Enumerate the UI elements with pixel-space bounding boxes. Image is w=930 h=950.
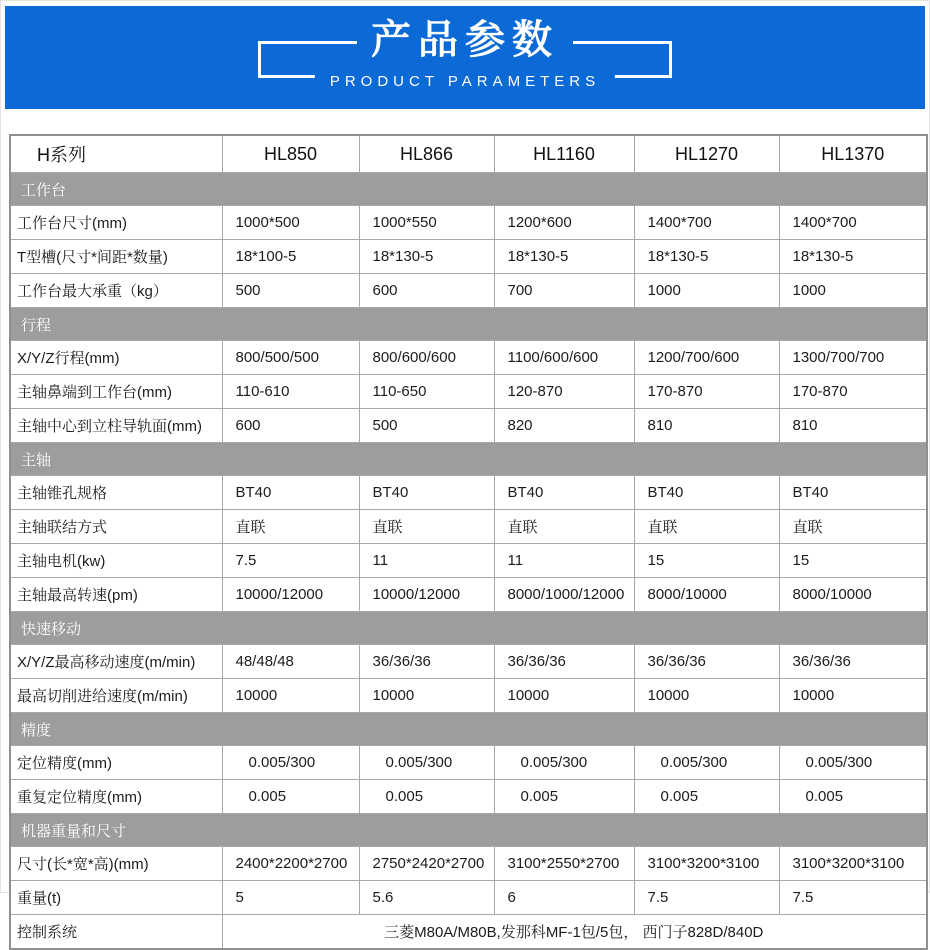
value-cell: 8000/1000/12000 [494,578,634,612]
value-cell: 600 [359,274,494,308]
value-cell: BT40 [779,476,927,510]
value-cell: 170-870 [779,375,927,409]
section-row [10,814,927,847]
value-cell: 15 [779,544,927,578]
value-cell: 500 [359,409,494,443]
row-label: 控制系统 [10,915,222,950]
value-cell: 3100*3200*3100 [779,847,927,881]
value-cell: BT40 [494,476,634,510]
row-label: T型槽(尺寸*间距*数量) [10,240,222,274]
value-cell: 0.005/300 [779,746,927,780]
value-cell: 18*130-5 [634,240,779,274]
table-row [10,578,927,612]
value-cell: 36/36/36 [779,645,927,679]
value-cell: 0.005/300 [634,746,779,780]
parameters-table [9,134,928,950]
value-cell: 0.005 [494,780,634,814]
value-cell: 直联 [359,510,494,544]
value-cell: 直联 [779,510,927,544]
value-cell: 0.005/300 [359,746,494,780]
value-cell: 2400*2200*2700 [222,847,359,881]
table-row [10,476,927,510]
model-header-cell: HL1370 [779,135,927,173]
value-cell: 10000 [634,679,779,713]
value-cell: 7.5 [222,544,359,578]
table-row [10,240,927,274]
value-cell: 170-870 [634,375,779,409]
value-cell: 48/48/48 [222,645,359,679]
table-row [10,915,927,950]
series-header-cell: H系列 [10,135,222,173]
row-label: 定位精度(mm) [10,746,222,780]
value-cell: 8000/10000 [634,578,779,612]
banner-title: 产品参数 [357,17,573,63]
section-header-label: 主轴 [10,443,927,476]
value-cell: 110-610 [222,375,359,409]
table-row [10,341,927,375]
value-cell: 1000 [779,274,927,308]
value-cell: 1400*700 [779,206,927,240]
value-cell: 1200/700/600 [634,341,779,375]
value-cell: 36/36/36 [359,645,494,679]
value-cell: 110-650 [359,375,494,409]
value-cell: 直联 [634,510,779,544]
table-row [10,746,927,780]
value-cell: 18*130-5 [359,240,494,274]
value-cell: 1000*500 [222,206,359,240]
value-cell: 0.005 [779,780,927,814]
row-label: 主轴电机(kw) [10,544,222,578]
row-label: 重复定位精度(mm) [10,780,222,814]
table-row [10,510,927,544]
model-header-cell: HL866 [359,135,494,173]
row-label: 主轴锥孔规格 [10,476,222,510]
table-body [10,173,927,950]
value-cell: 7.5 [634,881,779,915]
value-cell: 10000/12000 [359,578,494,612]
table-row [10,645,927,679]
value-cell: 1000*550 [359,206,494,240]
value-cell: 2750*2420*2700 [359,847,494,881]
product-parameters-banner [5,6,925,109]
value-cell: 3100*2550*2700 [494,847,634,881]
table-row [10,274,927,308]
value-cell: 8000/10000 [779,578,927,612]
value-cell: 11 [359,544,494,578]
value-cell: 3100*3200*3100 [634,847,779,881]
section-header-label: 精度 [10,713,927,746]
section-header-label: 行程 [10,308,927,341]
value-cell: 10000 [359,679,494,713]
row-label: 主轴鼻端到工作台(mm) [10,375,222,409]
value-cell: 6 [494,881,634,915]
value-cell: 10000 [222,679,359,713]
value-cell: 1400*700 [634,206,779,240]
value-cell: 直联 [494,510,634,544]
row-label: 工作台尺寸(mm) [10,206,222,240]
value-cell: 810 [634,409,779,443]
table-row [10,375,927,409]
value-cell: 800/600/600 [359,341,494,375]
section-row [10,308,927,341]
section-header-label: 机器重量和尺寸 [10,814,927,847]
value-cell: 15 [634,544,779,578]
value-cell: 直联 [222,510,359,544]
value-cell: 18*100-5 [222,240,359,274]
value-cell: 11 [494,544,634,578]
row-label: 主轴最高转速(pm) [10,578,222,612]
value-cell: 0.005 [634,780,779,814]
value-cell: 1100/600/600 [494,341,634,375]
section-header-label: 快速移动 [10,612,927,645]
row-label: 最高切削进给速度(m/min) [10,679,222,713]
row-label: X/Y/Z最高移动速度(m/min) [10,645,222,679]
value-cell: 0.005/300 [494,746,634,780]
value-cell: 5 [222,881,359,915]
value-cell: 800/500/500 [222,341,359,375]
value-cell: BT40 [359,476,494,510]
row-label: 尺寸(长*宽*高)(mm) [10,847,222,881]
value-cell: 820 [494,409,634,443]
row-label: 工作台最大承重（kg） [10,274,222,308]
value-cell: BT40 [222,476,359,510]
value-cell: 810 [779,409,927,443]
control-system-value: 三菱M80A/M80B,发那科MF-1包/5包， 西门子828D/840D [222,915,927,950]
model-header-cell: HL1270 [634,135,779,173]
value-cell: 500 [222,274,359,308]
value-cell: 1200*600 [494,206,634,240]
model-header-cell: HL850 [222,135,359,173]
row-label: 主轴中心到立柱导轨面(mm) [10,409,222,443]
table-row [10,881,927,915]
value-cell: 7.5 [779,881,927,915]
value-cell: 120-870 [494,375,634,409]
table-row [10,847,927,881]
value-cell: 0.005 [359,780,494,814]
value-cell: 10000/12000 [222,578,359,612]
header-row [10,135,927,173]
value-cell: 10000 [779,679,927,713]
table-row [10,409,927,443]
value-cell: 5.6 [359,881,494,915]
value-cell: 700 [494,274,634,308]
value-cell: 36/36/36 [494,645,634,679]
section-row [10,713,927,746]
table-row [10,780,927,814]
table-row [10,544,927,578]
value-cell: 18*130-5 [779,240,927,274]
value-cell: 0.005 [222,780,359,814]
row-label: 主轴联结方式 [10,510,222,544]
model-header-cell: HL1160 [494,135,634,173]
value-cell: 0.005/300 [222,746,359,780]
value-cell: 18*130-5 [494,240,634,274]
section-row [10,443,927,476]
row-label: 重量(t) [10,881,222,915]
section-header-label: 工作台 [10,173,927,206]
value-cell: BT40 [634,476,779,510]
value-cell: 36/36/36 [634,645,779,679]
value-cell: 1300/700/700 [779,341,927,375]
banner-subtitle: PRODUCT PARAMETERS [315,72,615,92]
table-row [10,679,927,713]
section-row [10,173,927,206]
table-row [10,206,927,240]
value-cell: 600 [222,409,359,443]
value-cell: 1000 [634,274,779,308]
value-cell: 10000 [494,679,634,713]
section-row [10,612,927,645]
row-label: X/Y/Z行程(mm) [10,341,222,375]
